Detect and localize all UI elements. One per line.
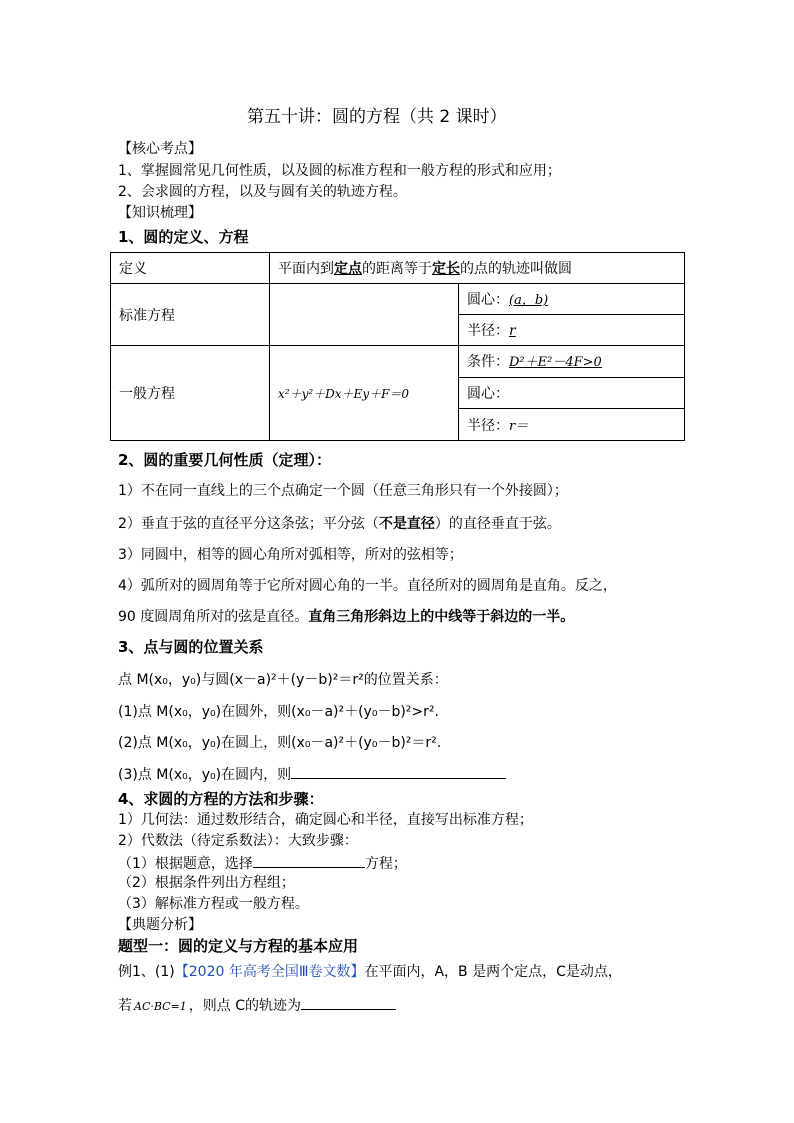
general-equation: x²＋y²＋Dx＋Ey＋F＝0	[270, 346, 459, 441]
method-step-1-post: 方程；	[364, 856, 407, 872]
property-3: 3）同圆中，相等的圆心角所对弧相等，所对的弦相等；	[118, 547, 463, 563]
example-1-line-2	[118, 995, 396, 1016]
vector-expression: AC·BC=1	[134, 1000, 187, 1013]
position-case-3-text: (3)点 M(x₀，y₀)在圆内，则	[118, 767, 292, 783]
general-radius-label: 半径：	[467, 417, 509, 434]
position-case-1: (1)点 M(x₀，y₀)在圆外，则(x₀－a)²＋(y₀－b)²>r².	[118, 704, 439, 720]
property-2-bold: 不是直径	[378, 516, 435, 532]
method-step-1	[118, 853, 407, 873]
position-case-2: (2)点 M(x₀，y₀)在圆上，则(x₀－a)²＋(y₀－b)²＝r².	[118, 735, 442, 751]
method-step-1-pre: （1）根据题意，选择	[118, 856, 253, 872]
condition-label: 条件：	[467, 354, 509, 371]
center-value: (a，b)	[509, 293, 549, 308]
section-2-heading: 2、圆的重要几何性质（定理）：	[118, 451, 331, 469]
equation-type-blank[interactable]	[253, 853, 365, 868]
standard-radius-cell	[459, 315, 685, 346]
radius-label: 半径：	[467, 323, 509, 339]
definition-label: 定义	[111, 253, 270, 284]
property-2	[118, 515, 561, 533]
standard-equation-cell	[270, 284, 459, 346]
property-5-pre: 90 度圆周角所对的弦是直径。	[118, 609, 309, 625]
core-point-2: 2、会求圆的方程，以及与圆有关的轨迹方程。	[118, 184, 407, 200]
example-1-line-2-post: ，则点 C的轨迹为	[188, 998, 302, 1014]
circle-equation-table	[110, 252, 685, 441]
example-1-line-1	[118, 963, 622, 981]
example-1-text: 在平面内，A，B 是两个定点，C是动点，	[364, 964, 622, 980]
def-post: 的点的轨迹叫做圆	[460, 261, 572, 277]
general-equation-label: 一般方程	[111, 346, 270, 441]
definition-text	[270, 253, 685, 284]
position-case-3	[118, 764, 506, 784]
trajectory-blank[interactable]	[301, 995, 396, 1010]
def-pre: 平面内到	[278, 261, 334, 277]
radius-value: r	[509, 323, 516, 339]
center-label: 圆心：	[467, 292, 509, 308]
example-1-source: 【2020 年高考全国Ⅲ卷文数】	[174, 964, 365, 980]
general-center-cell: 圆心：	[459, 377, 685, 409]
method-1: 1）几何法：通过数形结合，确定圆心和半径，直接写出标准方程；	[118, 812, 533, 828]
section-1-heading: 1、圆的定义、方程	[118, 228, 249, 246]
type-1-heading: 题型一：圆的定义与方程的基本应用	[118, 937, 359, 955]
property-5-bold: 直角三角形斜边上的中线等于斜边的一半。	[308, 609, 575, 625]
property-1: 1）不在同一直线上的三个点确定一个圆（任意三角形只有一个外接圆）；	[118, 483, 568, 499]
property-2-pre: 2）垂直于弦的直径平分这条弦；平分弦（	[118, 516, 379, 532]
property-2-post: ）的直径垂直于弦。	[434, 516, 561, 532]
condition-value: D²＋E²－4F>0	[509, 355, 602, 371]
example-1-line-2-pre: 若	[118, 998, 132, 1014]
position-intro: 点 M(x₀，y₀)与圆(x－a)²＋(y－b)²＝r²的位置关系：	[118, 672, 448, 688]
def-fixed-length: 定长	[432, 261, 460, 277]
condition-cell	[459, 346, 685, 378]
method-step-3: （3）解标准方程或一般方程。	[118, 896, 309, 912]
general-radius-value: r＝	[509, 418, 529, 434]
example-1-number: 例1、(1)	[118, 964, 175, 980]
property-5	[118, 608, 574, 626]
answer-blank[interactable]	[291, 764, 506, 779]
analysis-header: 【典题分析】	[118, 917, 202, 933]
core-header: 【核心考点】	[118, 141, 202, 157]
general-radius-cell	[459, 409, 685, 441]
standard-center-cell	[459, 284, 685, 315]
section-4-heading: 4、求圆的方程的方法和步骤：	[118, 790, 324, 808]
method-step-2: （2）根据条件列出方程组；	[118, 875, 295, 891]
section-3-heading: 3、点与圆的位置关系	[118, 638, 264, 656]
def-mid: 的距离等于	[362, 261, 432, 277]
property-4: 4）弧所对的圆周角等于它所对圆心角的一半。直径所对的圆周角是直角。反之，	[118, 578, 617, 594]
knowledge-header: 【知识梳理】	[118, 205, 202, 221]
page-title: 第五十讲：圆的方程（共 2 课时）	[247, 107, 507, 127]
method-2: 2）代数法（待定系数法）：大致步骤：	[118, 833, 358, 849]
def-fixed-point: 定点	[334, 261, 362, 277]
core-point-1: 1、掌握圆常见几何性质，以及圆的标准方程和一般方程的形式和应用；	[118, 163, 561, 179]
standard-equation-label: 标准方程	[111, 284, 270, 346]
